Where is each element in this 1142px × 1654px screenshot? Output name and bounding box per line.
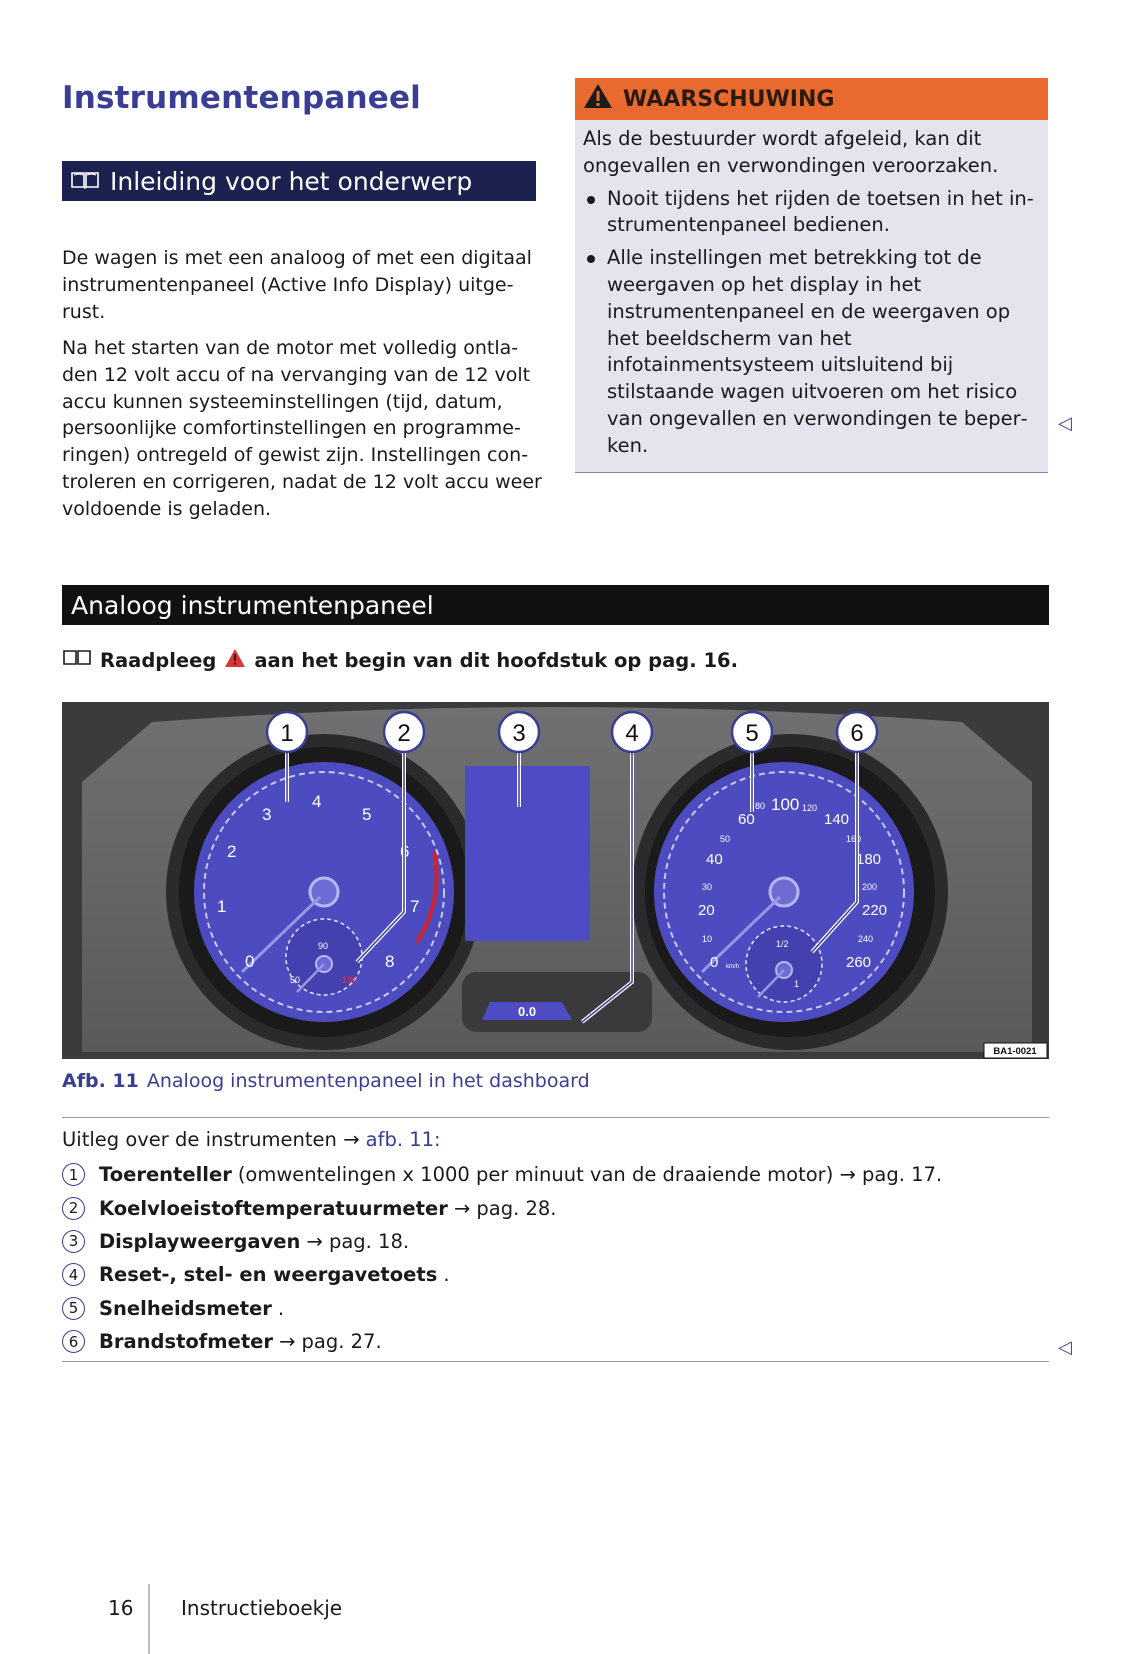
speed-unit: km/h (726, 964, 740, 970)
legend-item (62, 1191, 942, 1224)
figure-link[interactable]: afb. 11 (365, 1128, 435, 1151)
speed-label: 180 (856, 851, 882, 868)
book-icon (62, 649, 92, 672)
callout-number: 6 (850, 720, 864, 747)
legend-desc: (omwentelingen x 1000 per minuut van de draaiende motor) → pag. 17. (237, 1163, 943, 1187)
callout-number: 3 (512, 720, 526, 747)
speed-label: 20 (698, 902, 715, 919)
tacho-label: 5 (362, 805, 372, 824)
speed-label: 140 (824, 811, 850, 828)
legend-term: Displayweergaven (99, 1229, 301, 1253)
fuel-label: 1/2 (776, 939, 789, 949)
reference-prefix: Raadpleeg (100, 649, 217, 672)
warning-triangle-icon (224, 648, 246, 673)
legend-item (62, 1325, 942, 1358)
speed-label: 0 (710, 954, 719, 971)
tacho-label: 6 (400, 842, 410, 861)
tacho-label: 4 (312, 792, 322, 811)
book-title: Instructieboekje (181, 1596, 343, 1620)
figure-caption (62, 1070, 590, 1092)
speed-label: 260 (846, 954, 872, 971)
warning-bullet: Nooit tijdens het rijden de toetsen in het instrumentenpaneel bedienen. (583, 186, 1038, 240)
tacho-label: 2 (227, 842, 237, 861)
speed-label: 120 (802, 803, 818, 813)
temp-label: 90 (318, 941, 329, 951)
instrument-legend (62, 1158, 942, 1358)
end-of-section-icon: ◁ (1058, 1337, 1072, 1358)
warning-header (575, 78, 1048, 120)
warning-bullet: Alle instellingen met betrekking tot de weergaven op het display in het instrumentenpaneel en de weergaven op het beeldscherm van het infotainmentsysteem uitsluitend bij stilstaande wagen uitvoeren om het risico van ongevallen en verwondingen te beperken. (583, 245, 1038, 459)
intro-paragraph-2: Na het starten van de motor met volledig ontladen 12 volt accu of na vervanging van de 12 volt accu kunnen systeeminstellingen (tijd, datum, persoonlijke comfortinstellingen en programmeringen) ontregeld of gewist zijn. Instellingen controleren en corrigeren, nadat de 12 volt accu weer voldoende is geladen. (62, 337, 542, 520)
page-title: Instrumentenpaneel (62, 80, 421, 116)
warning-box (575, 78, 1048, 473)
legend-number: 4 (62, 1263, 85, 1286)
book-icon (70, 167, 100, 196)
intro-paragraph-1: De wagen is met een analoog of met een digitaal instrumentenpaneel (Active Info Display) uitgerust. (62, 247, 532, 323)
legend-term: Koelvloeistoftemperatuurmeter (99, 1196, 448, 1220)
end-of-section-icon: ◁ (1058, 413, 1072, 434)
legend-number: 5 (62, 1297, 85, 1320)
explanation-intro-colon: : (434, 1128, 441, 1151)
tacho-label: 0 (245, 952, 255, 971)
footer-separator (148, 1584, 150, 1654)
speed-label: 30 (702, 882, 713, 892)
speed-label: 10 (702, 934, 713, 944)
reference-suffix: aan het begin van dit hoofdstuk op pag. 16. (254, 649, 738, 672)
callout-number: 1 (280, 720, 294, 747)
temp-label: 130 (342, 975, 358, 985)
tacho-label: 7 (410, 897, 420, 916)
speed-label: 50 (720, 834, 731, 844)
legend-desc: . (277, 1296, 285, 1320)
figure-code: BA1-0021 (993, 1046, 1037, 1057)
warning-title: WAARSCHUWING (623, 86, 835, 112)
section-heading-intro (62, 161, 536, 201)
legend-desc: . (443, 1263, 450, 1287)
legend-item (62, 1292, 942, 1325)
trip-value: 0.0 (518, 1004, 537, 1019)
section-heading-analog: Analoog instrumentenpaneel (62, 585, 1049, 625)
speed-label: 160 (846, 834, 862, 844)
callout-number: 5 (745, 720, 759, 747)
warning-body (575, 120, 1048, 473)
legend-item (62, 1225, 942, 1258)
tacho-label: 3 (262, 805, 272, 824)
speed-label: 60 (738, 811, 755, 828)
legend-item (62, 1158, 942, 1191)
callout-number: 4 (625, 720, 639, 747)
section-heading-intro-text: Inleiding voor het onderwerp (110, 166, 473, 196)
legend-term: Toerenteller (99, 1163, 232, 1187)
figure-caption-label: Afb. 11 (62, 1070, 139, 1092)
callout-number: 2 (397, 720, 411, 747)
reference-line (62, 648, 738, 673)
speed-label: 40 (706, 851, 723, 868)
speed-label: 200 (862, 882, 878, 892)
warning-triangle-icon (583, 83, 613, 115)
fuel-label: 1 (794, 979, 800, 989)
legend-number: 1 (62, 1163, 85, 1186)
legend-number: 2 (62, 1197, 85, 1220)
legend-item (62, 1258, 942, 1291)
legend-desc: → pag. 28. (453, 1196, 557, 1220)
tacho-label: 1 (217, 897, 227, 916)
legend-desc: → pag. 18. (306, 1229, 410, 1253)
warning-intro: Als de bestuurder wordt afgeleid, kan dit ongevallen en verwondingen veroorzaken. (583, 127, 999, 177)
speed-label: 220 (862, 902, 888, 919)
central-display (465, 766, 590, 941)
divider (62, 1117, 1049, 1118)
explanation-intro (62, 1128, 441, 1151)
instrument-cluster-figure (62, 702, 1049, 1059)
divider (62, 1361, 1049, 1362)
legend-term: Reset-, stel- en weergavetoets (99, 1263, 438, 1287)
tacho-label: 8 (385, 952, 395, 971)
speed-label: 240 (858, 934, 874, 944)
instrument-cluster-illustration (62, 702, 1049, 1059)
speed-label: 80 (755, 801, 766, 811)
explanation-intro-text: Uitleg over de instrumenten → (62, 1128, 360, 1151)
legend-number: 3 (62, 1230, 85, 1253)
figure-caption-text: Analoog instrumentenpaneel in het dashboard (146, 1070, 590, 1092)
legend-number: 6 (62, 1330, 85, 1353)
legend-term: Snelheidsmeter (99, 1296, 272, 1320)
legend-desc: → pag. 27. (279, 1330, 382, 1354)
temp-label: 50 (290, 975, 301, 985)
speed-label: 100 (771, 795, 800, 814)
legend-term: Brandstofmeter (99, 1330, 273, 1354)
page-number: 16 (108, 1596, 134, 1620)
